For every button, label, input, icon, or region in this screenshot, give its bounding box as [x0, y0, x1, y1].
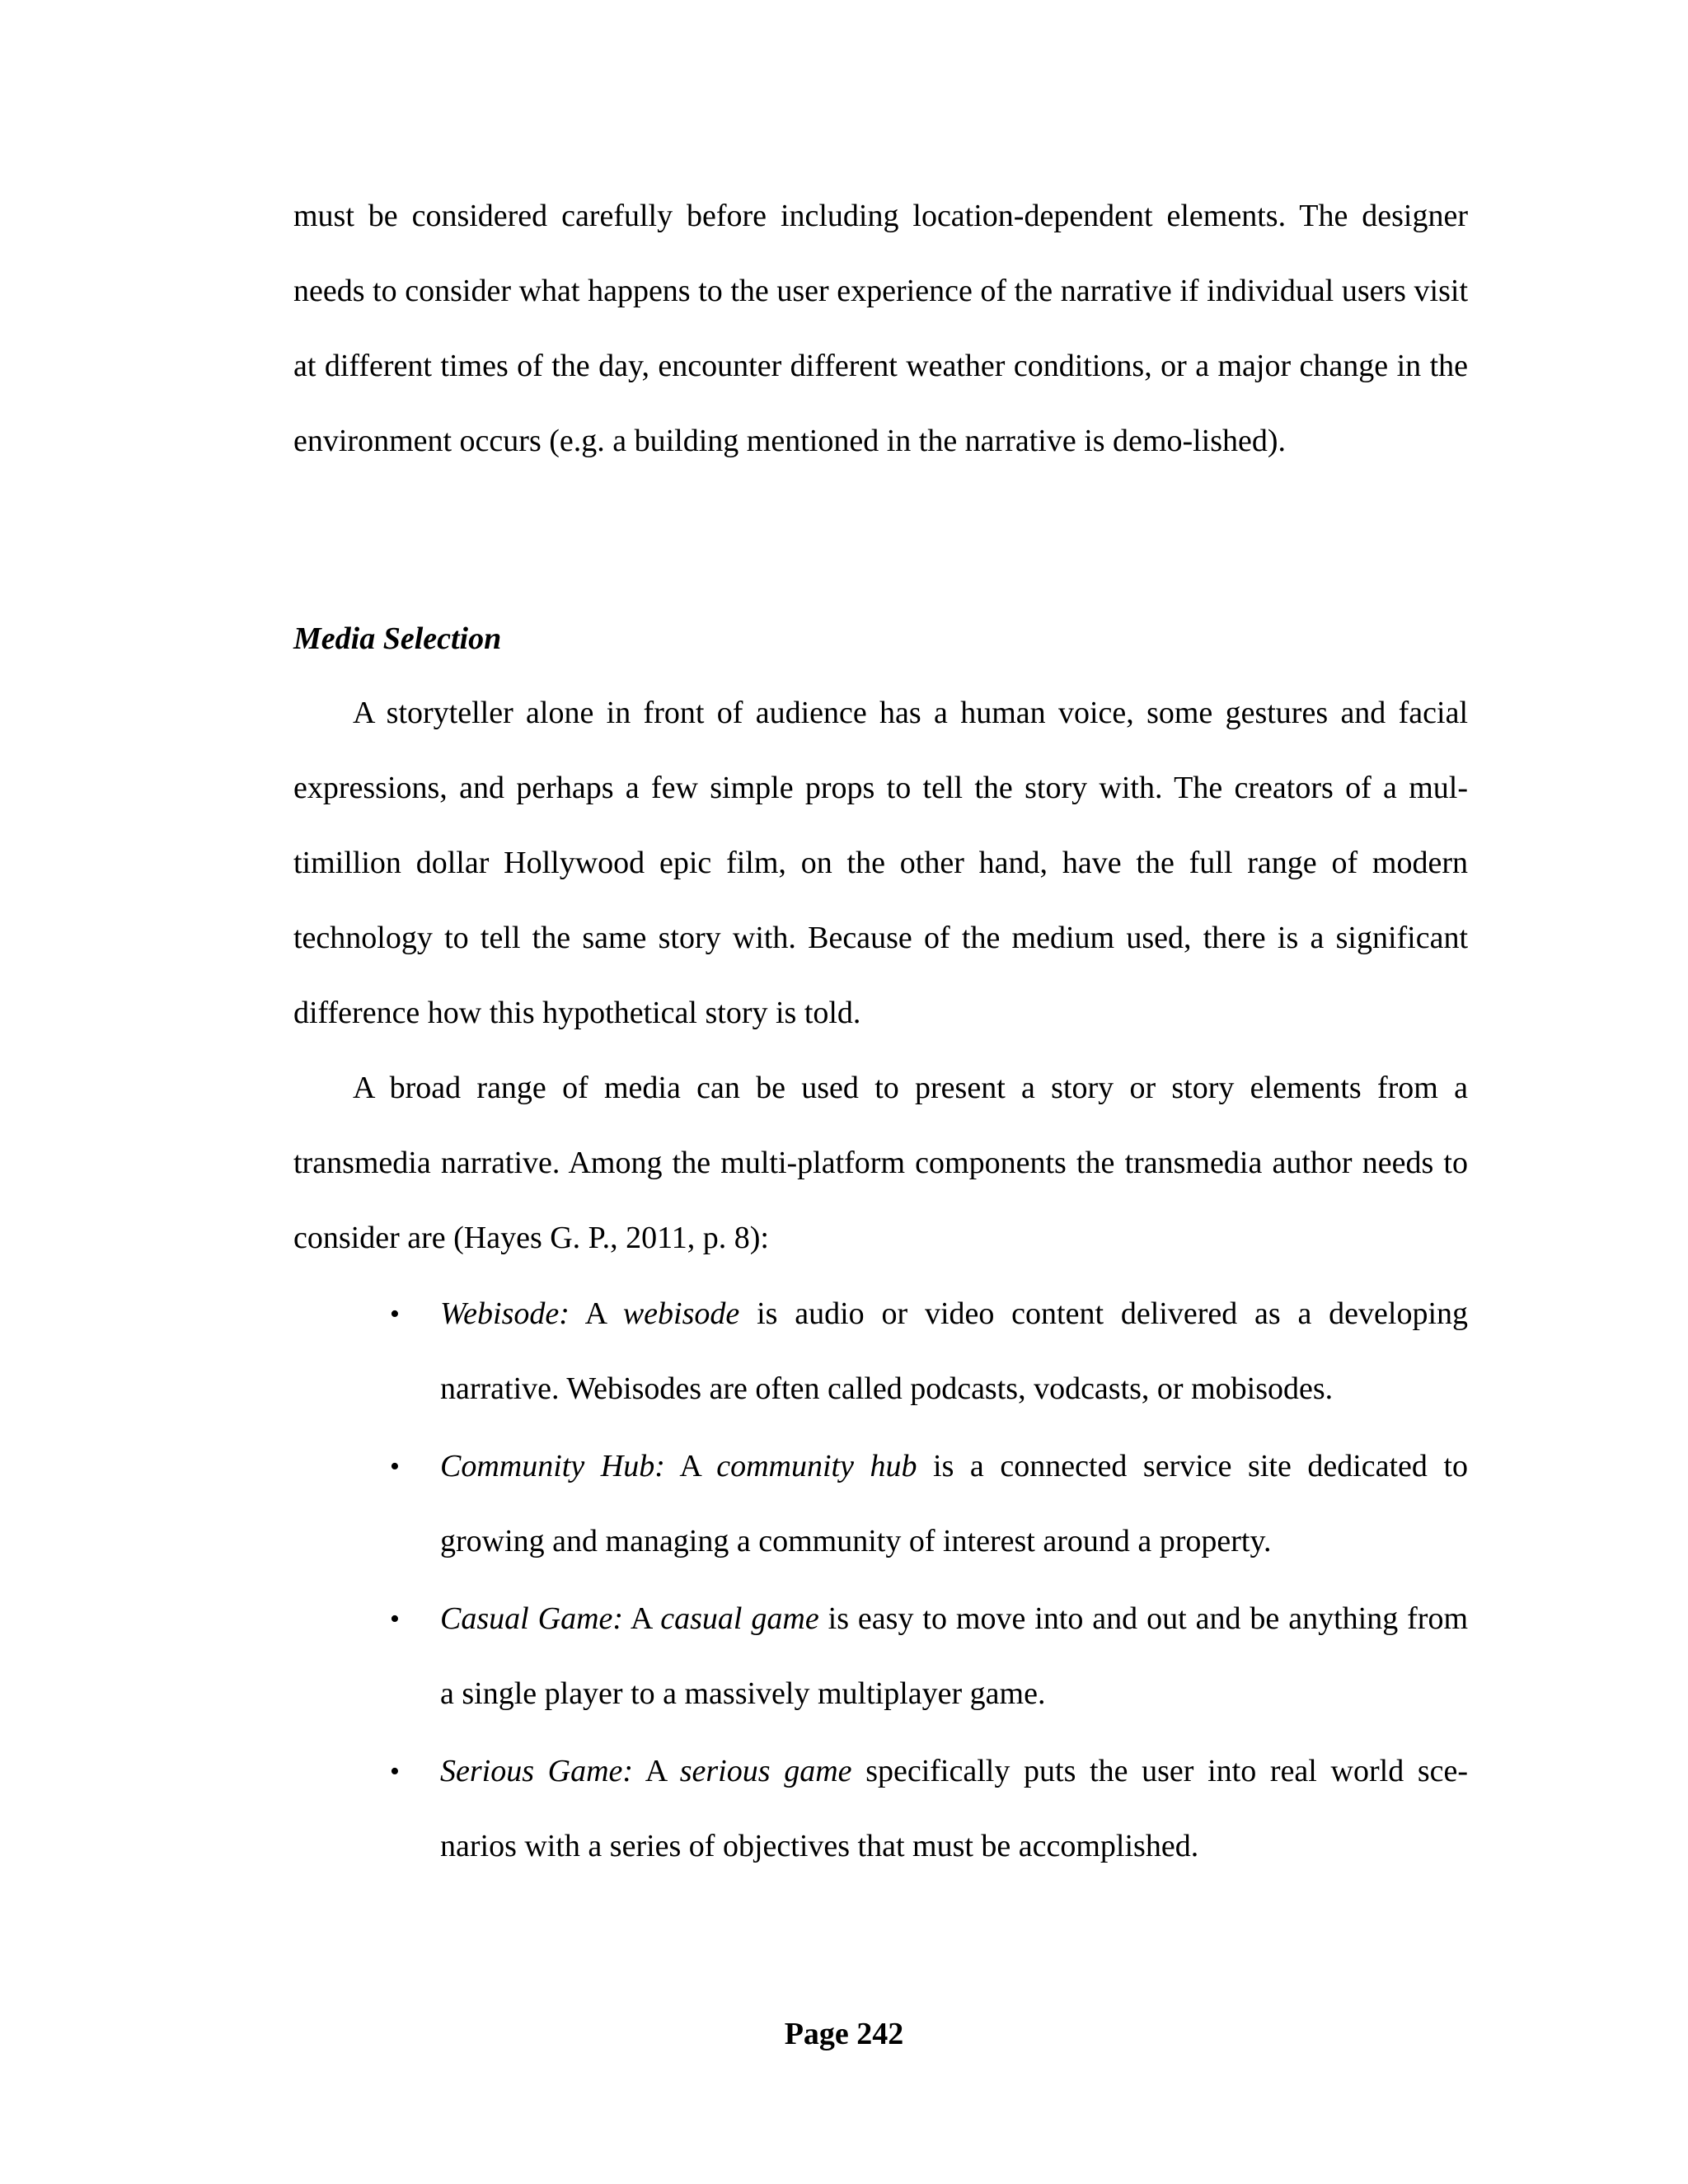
paragraph-text: must be considered carefully before including location-dependent elements. The designer needs to consider what happens to the user experience of the narrative if individual users visit at different times of the day, encounter different weather conditions, or a major change in the environment occurs (e.g. a building mentioned in the narrative is demo-lished). — [293, 199, 1468, 458]
item-description: specifically puts the user into real world sce-narios with a series of objectives that must be accomplished. — [440, 1754, 1469, 1863]
item-description: is a connected service site dedicated to growing and managing a community of interest around a property. — [440, 1449, 1469, 1558]
item-label: Webisode: — [440, 1296, 570, 1331]
item-description: is audio or video content delivered as a developing narrative. Webisodes are often called podcasts, vodcasts, or mobisodes. — [440, 1296, 1469, 1406]
item-article: A — [645, 1754, 667, 1788]
paragraph-text: A storyteller alone in front of audience has a human voice, some gestures and facial expressions, and perhaps a few simple props to tell the story with. The creators of a mul-timillion dollar Hollywood epic film, on the other hand, have the full range of modern technology to tell the same story with. Because of the medium used, there is a significant difference how this hypothetical story is told. — [293, 696, 1468, 1030]
item-article: A — [679, 1449, 701, 1483]
bullet-icon: • — [390, 1451, 400, 1482]
bullet-icon: • — [390, 1756, 400, 1787]
bullet-icon: • — [390, 1299, 400, 1329]
item-description: is easy to move into and out and be anything from a single player to a massively multiplayer game. — [440, 1601, 1469, 1711]
item-term: community hub — [716, 1449, 917, 1483]
item-label: Community Hub: — [440, 1449, 665, 1483]
section-heading: Media Selection — [293, 621, 502, 656]
item-article: A — [630, 1601, 652, 1636]
media-bullet-list — [390, 1277, 1469, 1886]
page-number: Page 242 — [784, 2017, 904, 2051]
item-term: webisode — [622, 1296, 740, 1331]
list-item — [390, 1429, 1469, 1579]
item-article: A — [584, 1296, 606, 1331]
list-item — [390, 1734, 1469, 1884]
bullet-icon: • — [390, 1604, 400, 1634]
list-item — [390, 1582, 1469, 1732]
paragraph-text: A broad range of media can be used to present a story or story elements from a transmedia narrative. Among the multi-platform components the transmedia author needs to consider are (Hayes G. P., 2011, p. 8): — [293, 1071, 1468, 1255]
item-term: casual game — [660, 1601, 819, 1636]
list-item — [390, 1277, 1469, 1427]
item-label: Serious Game: — [440, 1754, 634, 1788]
paragraph-continuation — [293, 179, 1468, 479]
item-label: Casual Game: — [440, 1601, 624, 1636]
item-term: serious game — [679, 1754, 852, 1788]
body-paragraphs — [293, 676, 1468, 1276]
